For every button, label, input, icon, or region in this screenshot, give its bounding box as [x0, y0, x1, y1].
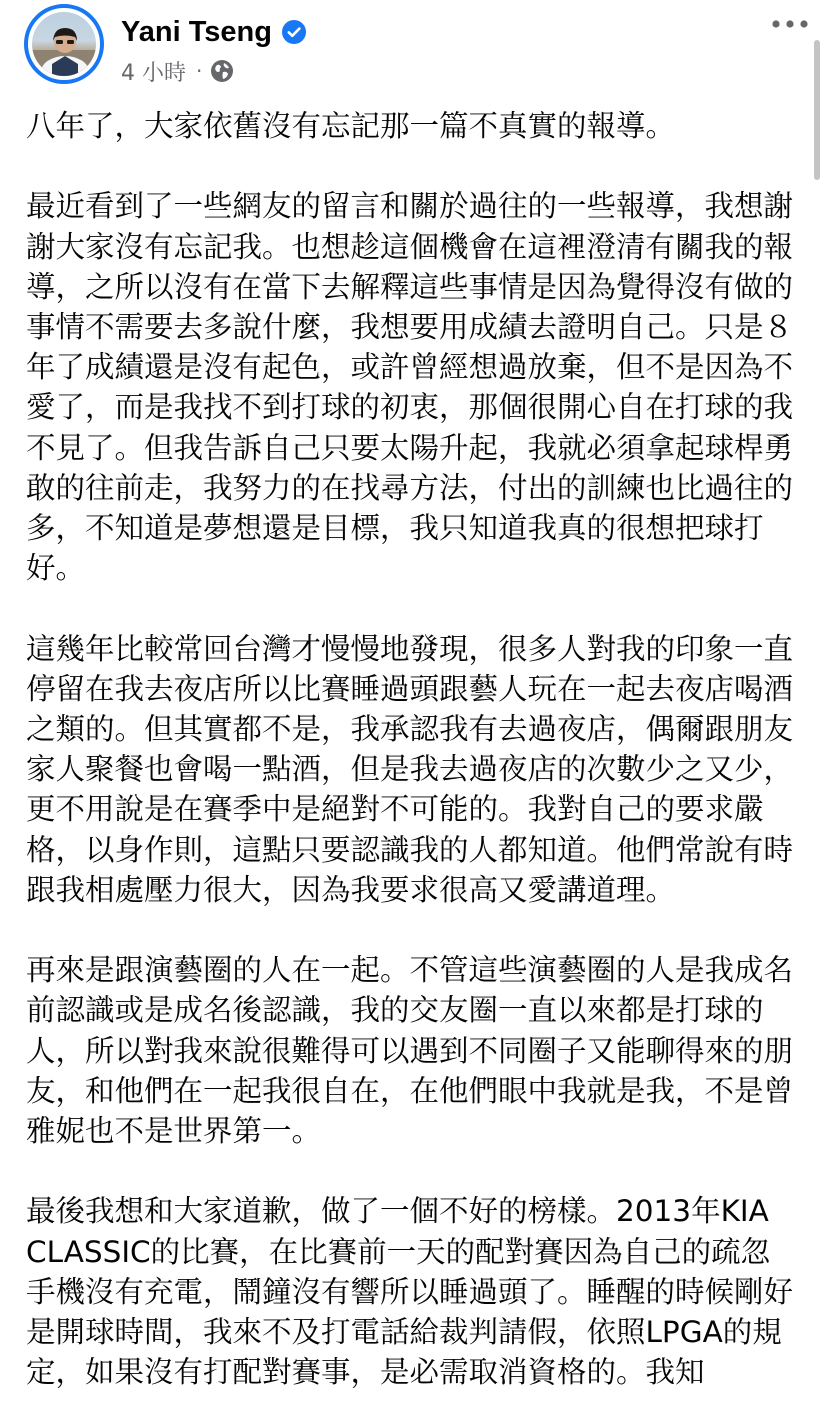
author-name[interactable]: Yani Tseng [121, 15, 272, 48]
post-paragraph: 這幾年比較常回台灣才慢慢地發現，很多人對我的印象一直停留在我去夜店所以比賽睡過頭跟藝人玩在一起去夜店喝酒之類的。但其實都不是，我承認我有去過夜店，偶爾跟朋友家人聚餐也會喝一點酒，但是我去過夜店的次數少之又少，更不用說是在賽季中是絕對不可能的。我對自己的要求嚴格，以身作則，這點只要認識我的人都知道。他們常說有時跟我相處壓力很大，因為我要求很高又愛講道理。 [26, 631, 794, 907]
post-paragraph: 再來是跟演藝圈的人在一起。不管這些演藝圈的人是我成名前認識或是成名後認識，我的交友圈一直以來都是打球的人，所以對我來說很難得可以遇到不同圈子又能聊得來的朋友，和他們在一起我很自在，在他們眼中我就是我，不是曾雅妮也不是世界第一。 [26, 953, 794, 1149]
post-paragraph: 八年了，大家依舊沒有忘記那一篇不真實的報導。 [26, 109, 676, 143]
post-body [26, 106, 796, 1392]
meta-separator: · [196, 59, 203, 83]
more-options-icon[interactable] [770, 14, 810, 34]
post-timestamp[interactable]: 4 小時 [121, 60, 186, 86]
avatar-photo [32, 12, 96, 76]
author-row [121, 12, 306, 52]
scrollbar-thumb[interactable] [814, 40, 820, 180]
post-meta [121, 56, 234, 86]
globe-icon[interactable] [210, 59, 234, 83]
post-paragraph: 最近看到了一些網友的留言和關於過往的一些報導，我想謝謝大家沒有忘記我。也想趁這個機會在這裡澄清有關我的報導，之所以沒有在當下去解釋這些事情是因為覺得沒有做的事情不需要去多說什麼，我想要用成績去證明自己。只是８年了成績還是沒有起色，或許曾經想過放棄，但不是因為不愛了，而是我找不到打球的初衷，那個很開心自在打球的我不見了。但我告訴自己只要太陽升起，我就必須拿起球桿勇敢的往前走，我努力的在找尋方法，付出的訓練也比過往的多，不知道是夢想還是目標，我只知道我真的很想把球打好。 [26, 189, 794, 586]
author-avatar[interactable] [24, 4, 104, 84]
post-header [0, 0, 828, 100]
post-paragraph: 最後我想和大家道歉，做了一個不好的榜樣。2013年KIA CLASSIC的比賽，在比賽前一天的配對賽因為自己的疏忽手機沒有充電，鬧鐘沒有響所以睡過頭了。睡醒的時候剛好是開球時間，我來不及打電話給裁判請假，依照LPGA的規定，如果沒有打配對賽事，是必需取消資格的。我知 [26, 1194, 794, 1390]
verified-badge-icon [282, 20, 306, 44]
